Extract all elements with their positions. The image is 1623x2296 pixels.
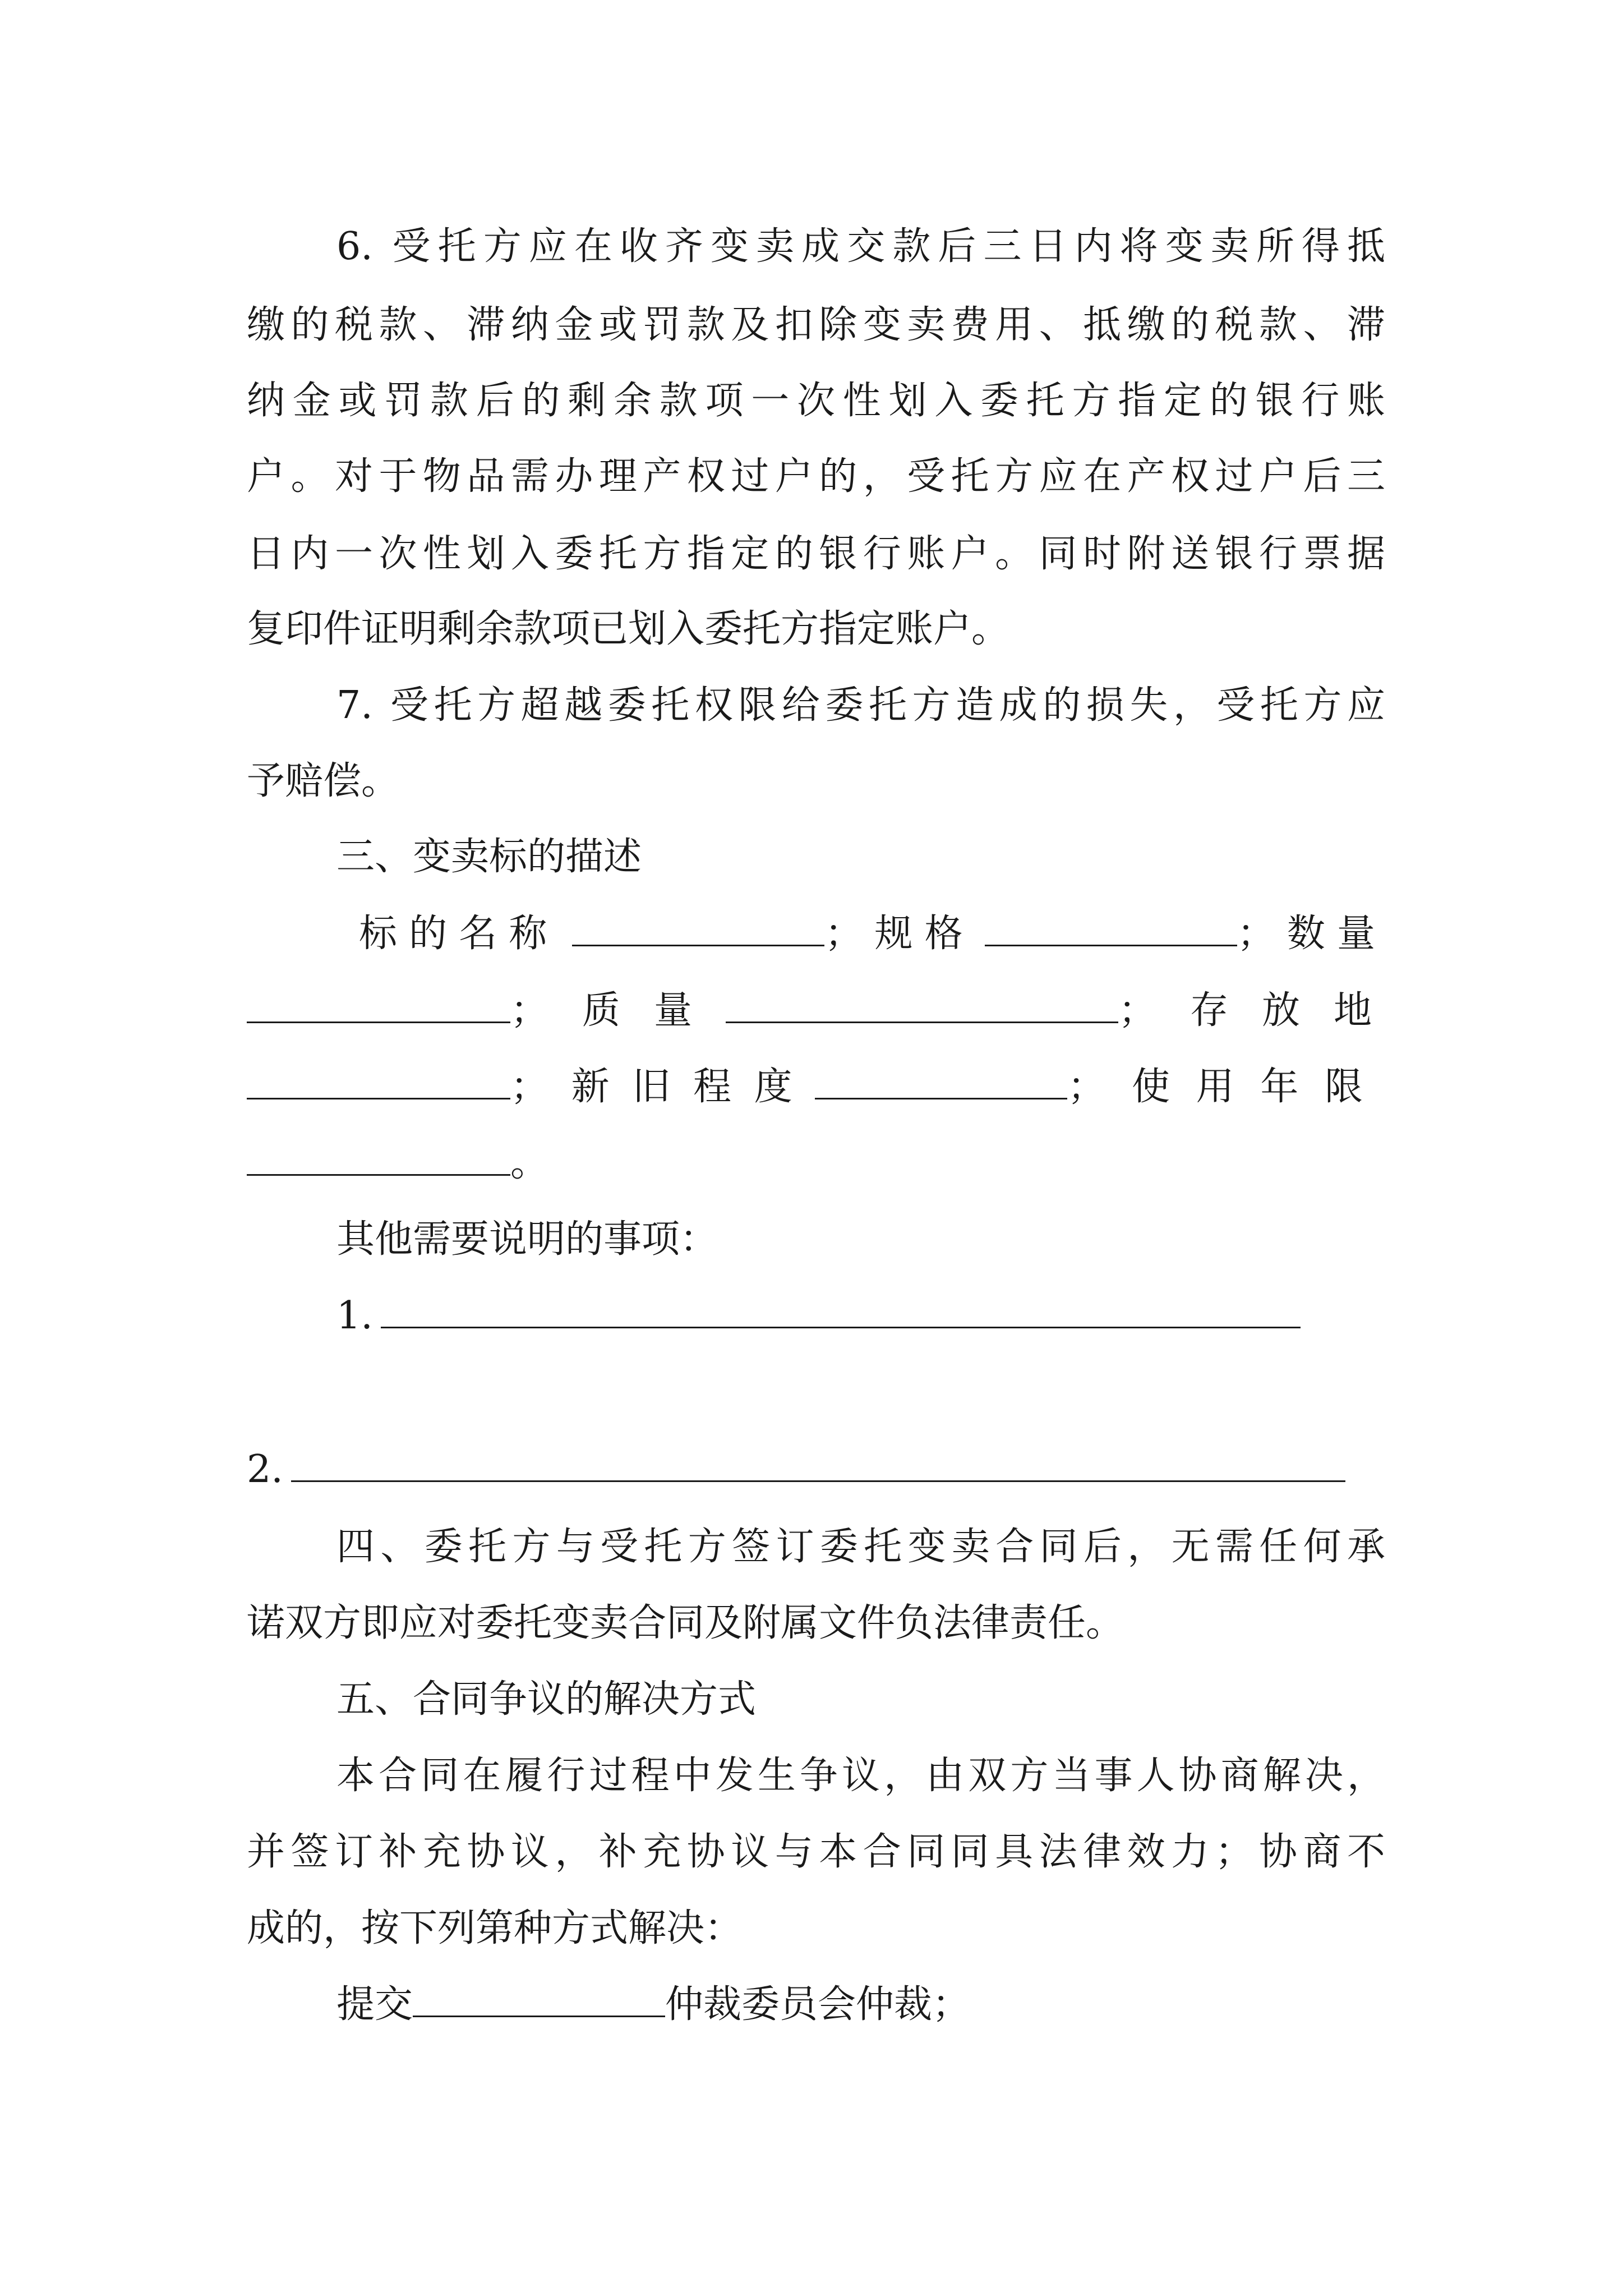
spec-label: ；规格 [824,912,975,956]
item-2-blank[interactable] [291,1437,1345,1482]
field-line-2 [247,977,1406,1045]
arbitration-suffix: 仲裁委员会仲裁； [665,1982,971,2027]
section-five-line-3: 成的，按下列第种方式解决： [247,1906,743,1950]
location-blank[interactable] [247,1054,510,1099]
section-five-heading: 五、合同争议的解决方式 [336,1677,757,1722]
clause-7-line-1: 7. 受托方超越委托权限给委托方造成的损失，受托方应 [336,683,1385,728]
spec-blank[interactable] [985,901,1237,946]
name-label: 标的名称 [359,912,559,956]
clause-6-line-6: 复印件证明剩余款项已划入委托方指定账户。 [247,607,1010,651]
section-three-heading: 三、变卖标的描述 [336,835,642,879]
condition-label: ；新旧程度 [510,1065,815,1109]
item-2-number: 2. [247,1447,283,1492]
field-line-3 [247,1053,1385,1121]
other-item-1 [336,1282,1301,1350]
arbitration-prefix: 提交 [336,1982,413,2027]
years-label: ；使用年限 [1067,1065,1385,1109]
quality-blank[interactable] [726,978,1118,1023]
section-four-line-1: 四、委托方与受托方签订委托变卖合同后，无需任何承 [336,1525,1385,1569]
clause-6-line-5: 日内一次性划入委托方指定的银行账户。同时附送银行票据 [247,532,1385,576]
field-line-4 [247,1130,548,1197]
clause-6-line-4: 户。对于物品需办理产权过户的，受托方应在产权过户后三 [247,454,1385,499]
clause-6-line-3: 纳金或罚款后的剩余款项一次性划入委托方指定的银行账 [247,379,1385,423]
years-blank[interactable] [247,1130,510,1176]
name-blank[interactable] [572,901,824,946]
field-line-1 [359,900,1385,968]
clause-6-line-1: 6. 受托方应在收齐变卖成交款后三日内将变卖所得抵 [336,224,1385,269]
end-mark: 。 [510,1141,549,1185]
arbitration-committee-blank[interactable] [413,1972,665,2017]
item-1-blank[interactable] [381,1283,1301,1328]
section-five-line-1: 本合同在履行过程中发生争议，由双方当事人协商解决， [336,1754,1385,1798]
other-item-2 [247,1436,1345,1503]
other-matters-heading: 其他需要说明的事项： [336,1217,718,1262]
condition-blank[interactable] [815,1054,1067,1099]
section-four-line-2: 诺双方即应对委托变卖合同及附属文件负法律责任。 [247,1601,1124,1645]
item-1-number: 1. [336,1294,373,1338]
qty-blank[interactable] [247,978,510,1023]
qty-label: ；数量 [1237,912,1385,956]
quality-label: ；质量 [510,988,726,1033]
arbitration-line [336,1971,970,2039]
clause-6-line-2: 缴的税款、滞纳金或罚款及扣除变卖费用、抵缴的税款、滞 [247,303,1385,347]
clause-7-line-2: 予赔偿。 [247,759,400,803]
location-label: ；存放地 [1118,988,1406,1033]
section-five-line-2: 并签订补充协议，补充协议与本合同同具法律效力；协商不 [247,1830,1385,1874]
